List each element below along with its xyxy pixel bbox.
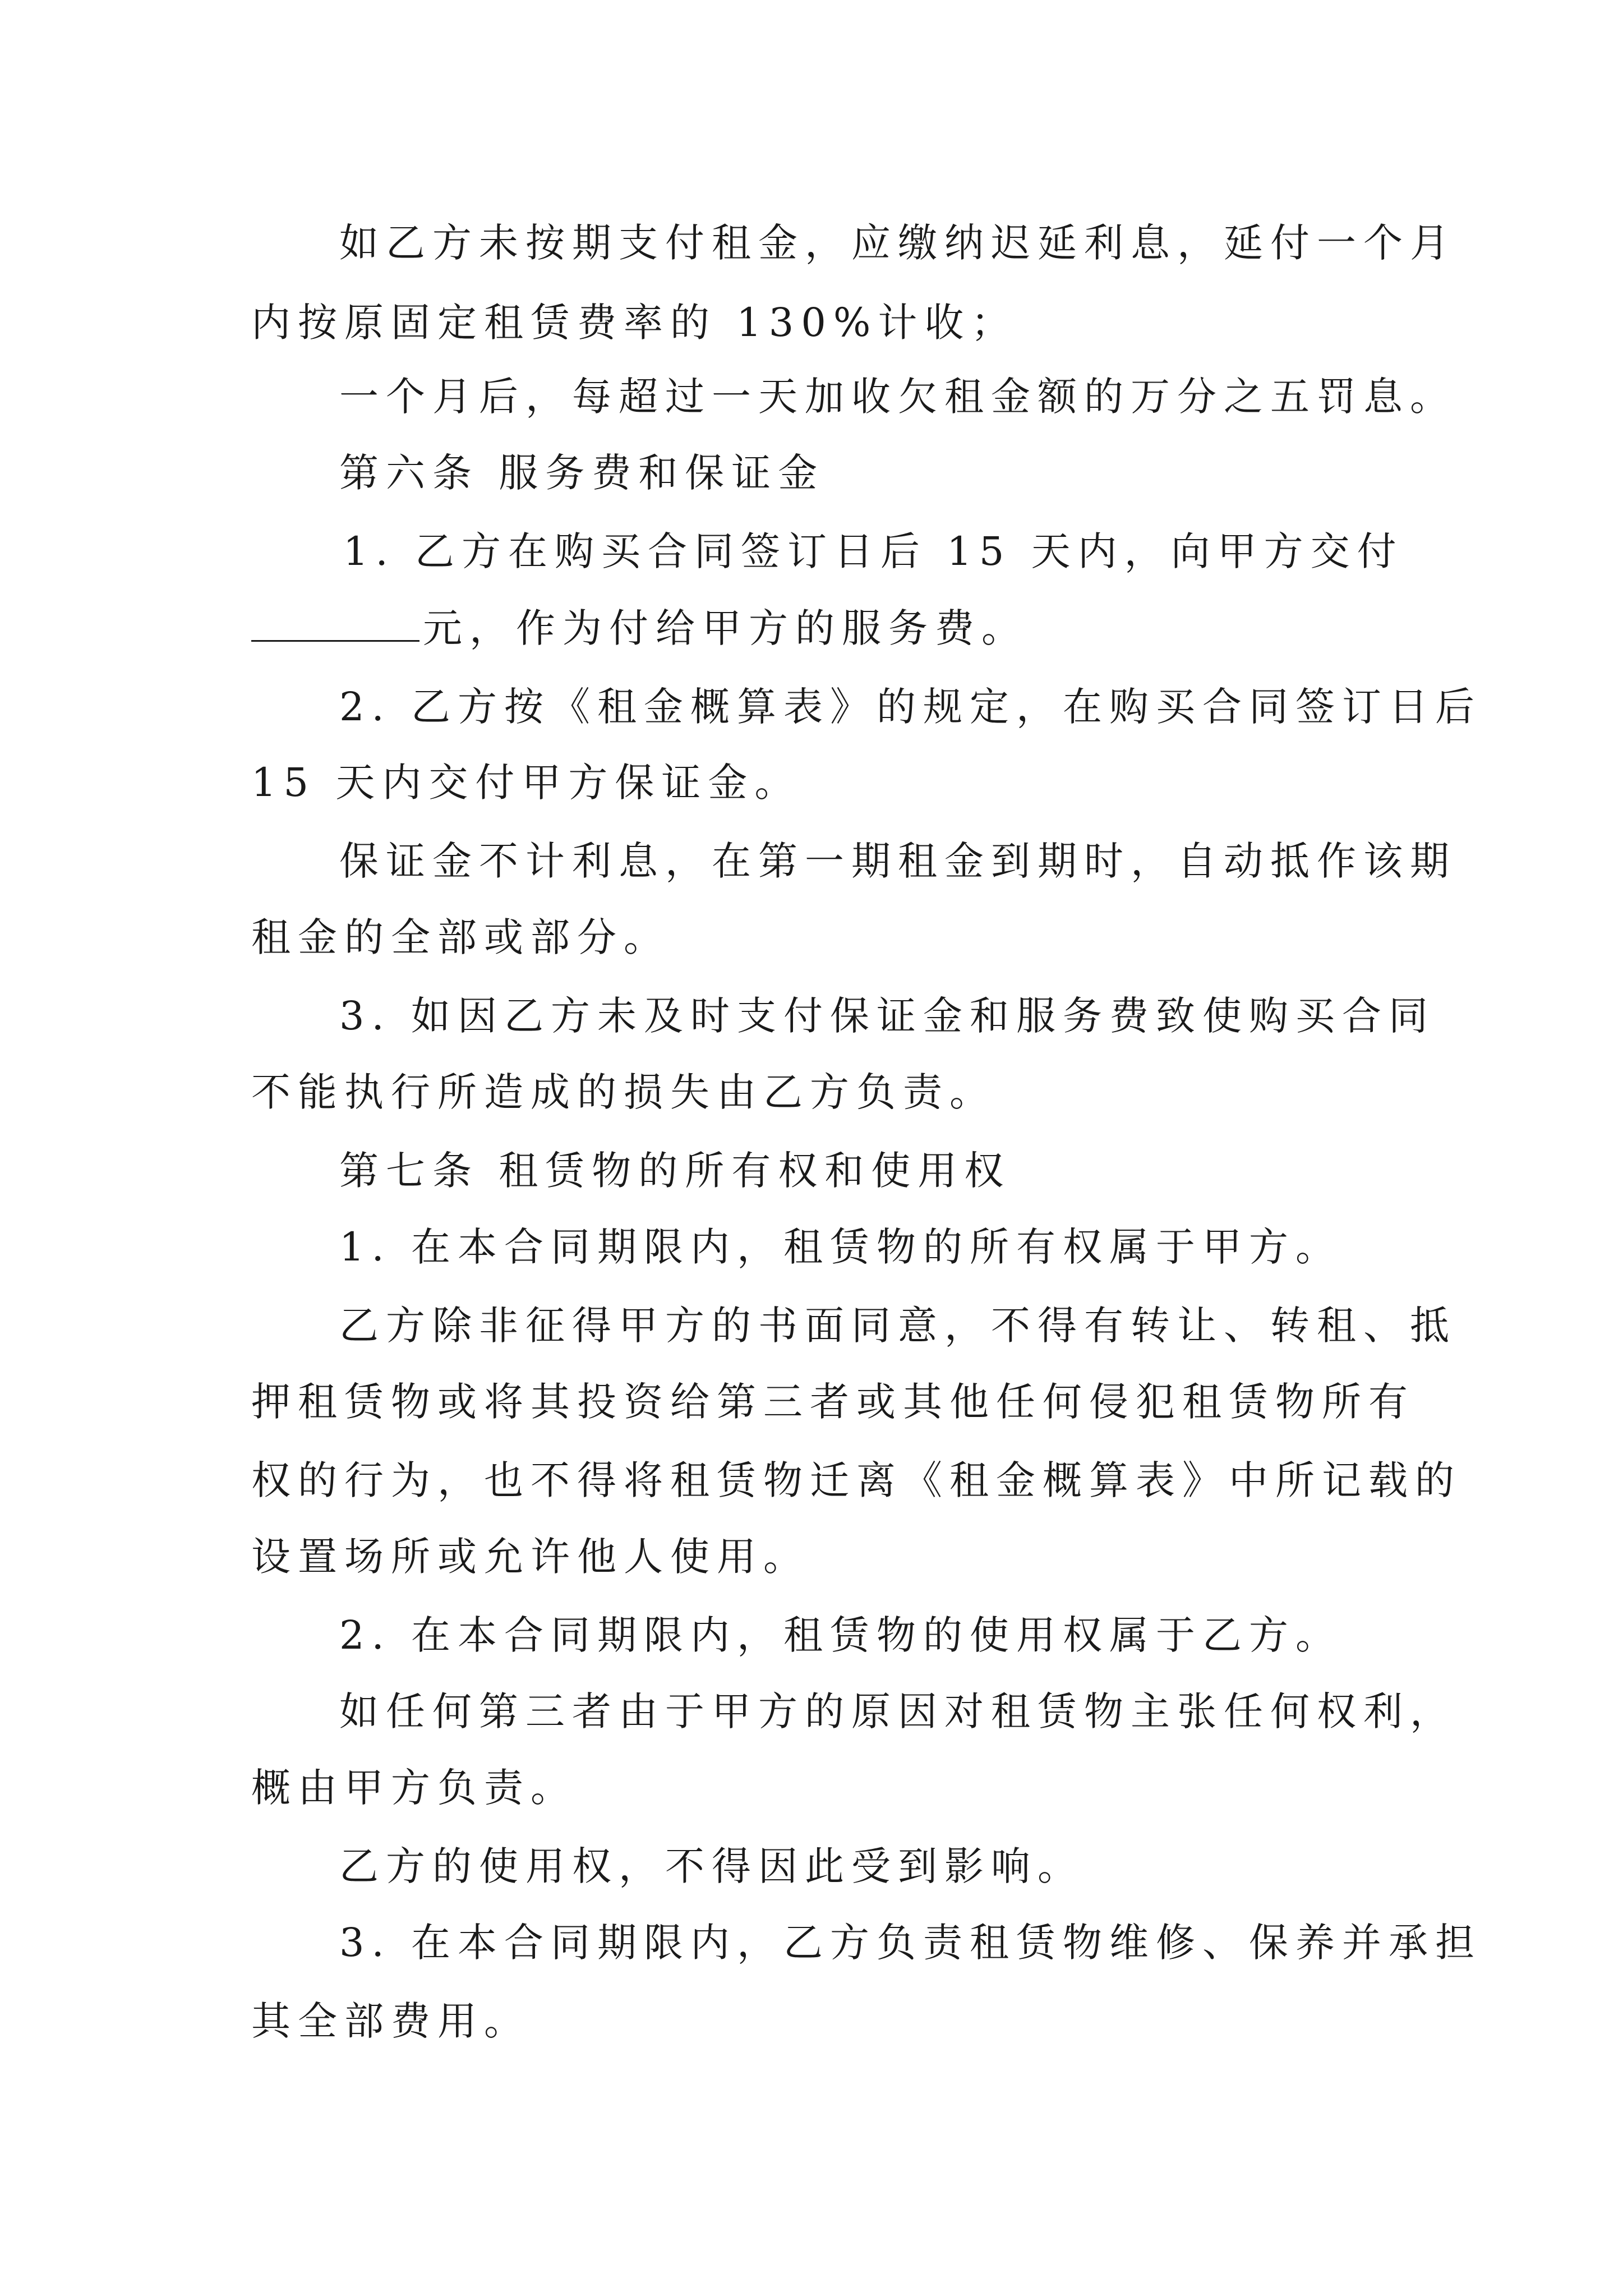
section-heading: 第六条 服务费和保证金 — [339, 450, 825, 496]
paragraph-line: 保证金不计利息，在第一期租金到期时，自动抵作该期 — [339, 838, 1456, 884]
paragraph-line: 其全部费用。 — [251, 1998, 531, 2044]
paragraph-line: 如任何第三者由于甲方的原因对租赁物主张任何权利， — [339, 1688, 1456, 1734]
paragraph-line: 押租赁物或将其投资给第三者或其他任何侵犯租赁物所有 — [251, 1379, 1415, 1425]
paragraph-line: 乙方除非征得甲方的书面同意，不得有转让、转租、抵 — [339, 1303, 1456, 1349]
paragraph-line: 一个月后，每超过一天加收欠租金额的万分之五罚息。 — [339, 374, 1456, 420]
paragraph-line: 1. 乙方在购买合同签订日后 15 天内，向甲方交付 — [343, 528, 1404, 574]
paragraph-line: 概由甲方负责。 — [251, 1765, 577, 1811]
paragraph-line: 不能执行所造成的损失由乙方负责。 — [251, 1069, 996, 1115]
paragraph-line: 2. 乙方按《租金概算表》的规定，在购买合同签订日后 — [339, 684, 1482, 730]
paragraph-line: 内按原固定租赁费率的 130%计收； — [251, 300, 1018, 346]
paragraph-line: 权的行为，也不得将租赁物迁离《租金概算表》中所记载的 — [251, 1457, 1461, 1503]
paragraph-line: 如乙方未按期支付租金，应缴纳迟延利息，延付一个月 — [339, 220, 1456, 266]
paragraph-line: 设置场所或允许他人使用。 — [251, 1534, 810, 1580]
paragraph-line: 3. 如因乙方未及时支付保证金和服务费致使购买合同 — [339, 993, 1436, 1039]
section-heading: 第七条 租赁物的所有权和使用权 — [339, 1148, 1011, 1194]
paragraph-line: 租金的全部或部分。 — [251, 914, 670, 960]
paragraph-line: 15 天内交付甲方保证金。 — [251, 760, 801, 806]
paragraph-line: 2. 在本合同期限内，租赁物的使用权属于乙方。 — [339, 1612, 1343, 1658]
paragraph-line-with-blank — [251, 605, 1028, 651]
paragraph-line-text: 元，作为付给甲方的服务费。 — [423, 605, 1028, 651]
paragraph-line: 1. 在本合同期限内，租赁物的所有权属于甲方。 — [339, 1224, 1343, 1270]
fill-in-blank — [251, 638, 419, 642]
paragraph-line: 乙方的使用权，不得因此受到影响。 — [339, 1843, 1084, 1889]
paragraph-line: 3. 在本合同期限内，乙方负责租赁物维修、保养并承担 — [339, 1920, 1482, 1966]
